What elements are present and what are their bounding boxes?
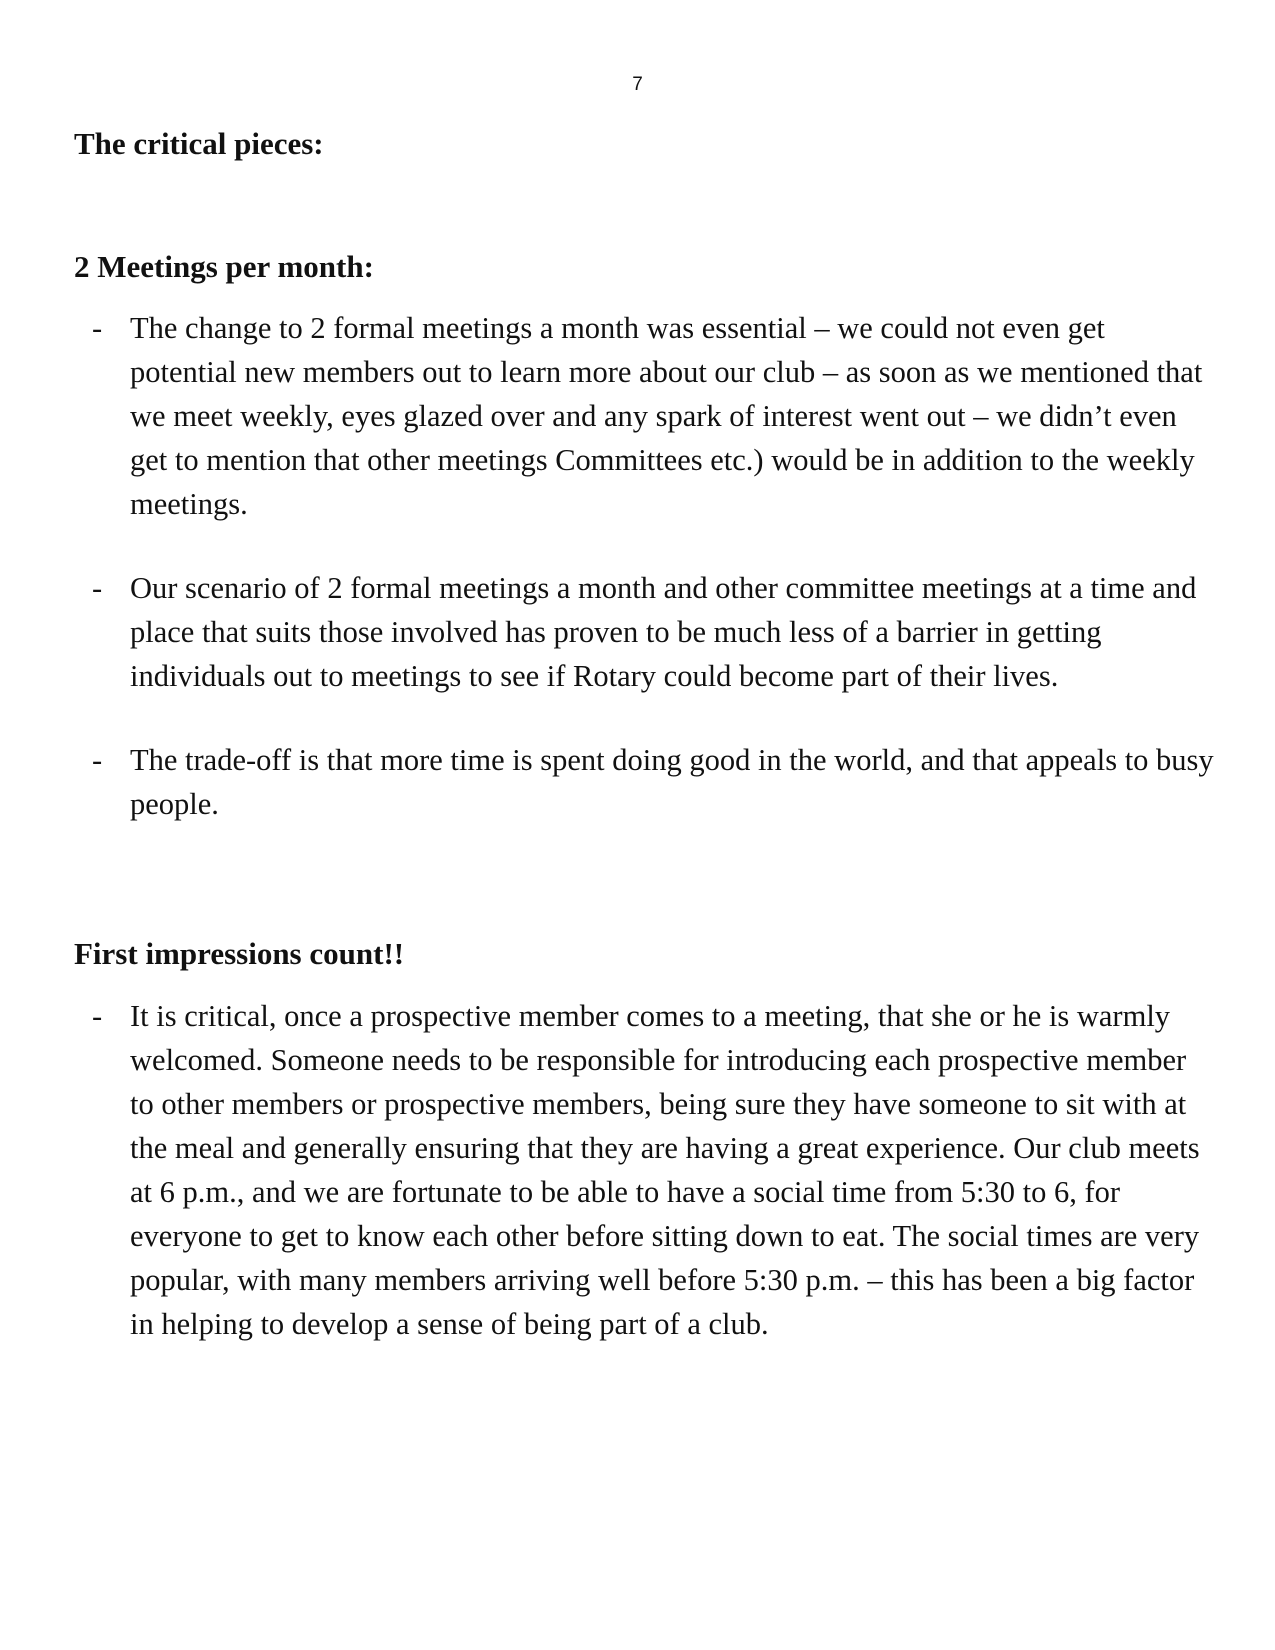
dash-marker: - — [92, 999, 103, 1033]
impressions-bullet-list — [74, 994, 1214, 1346]
bullet-text: It is critical, once a prospective member comes to a meeting, that she or he is warmly welcomed. Someone needs to be responsible for introducing each prospective member to other members or prospective members, being sure they have someone to sit with at the meal and generally ensuring that they are having a great experience. Our club meets at 6 p.m., and we are fortunate to be able to have a social time from 5:30 to 6, for everyone to get to know each other before sitting down to eat. The social times are very popular, with many members arriving well before 5:30 p.m. – this has been a big factor in helping to develop a sense of being part of a club. — [130, 999, 1200, 1341]
dash-marker: - — [92, 743, 103, 777]
list-item — [74, 566, 1214, 698]
heading-critical-pieces: The critical pieces: — [74, 126, 324, 161]
bullet-text: The trade-off is that more time is spent doing good in the world, and that appeals to busy people. — [130, 743, 1214, 821]
list-item — [74, 738, 1214, 826]
list-item — [74, 994, 1214, 1346]
bullet-text: Our scenario of 2 formal meetings a month and other committee meetings at a time and place that suits those involved has proven to be much less of a barrier in getting individuals out to meetings to see if Rotary could become part of their lives. — [130, 571, 1197, 693]
heading-first-impressions: First impressions count!! — [74, 936, 405, 971]
page-number: 7 — [632, 74, 643, 95]
bullet-text: The change to 2 formal meetings a month was essential – we could not even get potential new members out to learn more about our club – as soon as we mentioned that we meet weekly, eyes glazed over and any spark of interest went out – we didn’t even get to mention that other meetings Committees etc.) would be in addition to the weekly meetings. — [130, 311, 1203, 521]
list-item — [74, 306, 1214, 526]
heading-meetings-per-month: 2 Meetings per month: — [74, 249, 374, 284]
dash-marker: - — [92, 311, 103, 345]
meetings-bullet-list — [74, 306, 1214, 826]
dash-marker: - — [92, 571, 103, 605]
